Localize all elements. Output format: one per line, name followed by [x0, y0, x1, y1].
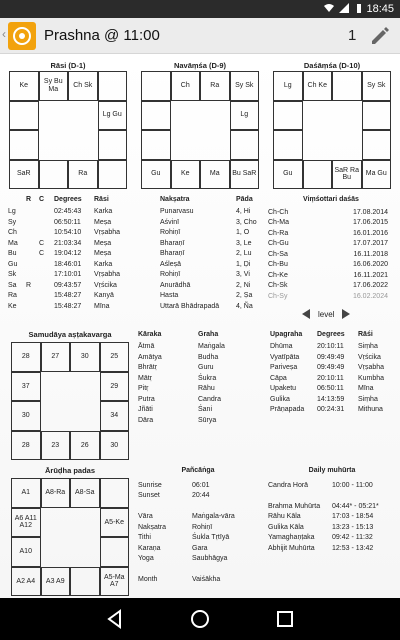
- planet-rasi: Vṛṣabha: [94, 229, 121, 236]
- upagraha-d: 20:10:11: [317, 374, 344, 382]
- planet-nak: Punarvasu: [160, 208, 194, 215]
- chart-house-cell[interactable]: Ma Gu: [362, 160, 392, 190]
- muhurta-k: Candra Horā: [268, 481, 309, 489]
- graha-header: Graha: [198, 331, 219, 338]
- planet-pada: 4, Hi: [236, 208, 251, 215]
- planet-pada: 1, O: [236, 229, 250, 236]
- panchanga-row: [138, 565, 258, 576]
- planet-pada: 3, Vi: [236, 271, 250, 278]
- dasa-date: 16.11.2021: [353, 271, 388, 279]
- panchanga-row: [138, 533, 258, 544]
- chart-house-cell[interactable]: [303, 160, 333, 190]
- samudaya-chart: [11, 342, 129, 460]
- chart-house-cell[interactable]: Ra: [200, 71, 230, 101]
- karaka-k: Pitṛ: [138, 385, 149, 392]
- panchanga-rows: [138, 481, 258, 586]
- page-title: Prashna @ 11:00: [44, 27, 160, 44]
- chart-title-navamsa: Navāṃśa (D-9): [173, 61, 227, 70]
- muhurta-k: Brahma Muhūrta: [268, 502, 321, 510]
- muhurta-row: [268, 481, 396, 492]
- chart-house-cell[interactable]: Ke: [171, 160, 201, 190]
- samudaya-cell: 34: [100, 401, 130, 431]
- planet-nak: Bharaṇī: [160, 239, 185, 247]
- planet-deg: 21:03:34: [54, 239, 82, 247]
- muhurta-row: [268, 533, 396, 544]
- chart-house-cell[interactable]: Gu: [141, 160, 171, 190]
- samudaya-cell: 28: [11, 342, 41, 372]
- chart-house-cell[interactable]: [9, 130, 39, 160]
- muhurta-k: Abhijit Muhūrta: [268, 544, 315, 552]
- upagraha-r: Mīna: [358, 385, 374, 392]
- planet-nak: Anurādhā: [160, 281, 191, 289]
- panchanga-v: Maṅgala-vāra: [192, 513, 235, 520]
- samudaya-cell: 30: [70, 342, 100, 372]
- muhurta-k: Rāhu Kāla: [268, 513, 301, 520]
- upagraha-degrees-header: Degrees: [317, 331, 345, 338]
- arudha-chart: [11, 478, 129, 596]
- karaka-g: Maṅgala: [198, 343, 225, 350]
- planet-p: Sy: [8, 218, 17, 226]
- arudha-cell: A5-Ma A7: [100, 567, 130, 597]
- planet-p: Sa: [8, 281, 17, 289]
- karaka-g: Guru: [198, 364, 214, 371]
- planet-deg: 15:48:27: [54, 302, 82, 310]
- dasa-name: Ch-Ke: [268, 271, 288, 279]
- chart-house-cell[interactable]: Sy Bu Ma: [39, 71, 69, 101]
- dasa-row[interactable]: [268, 292, 388, 303]
- pencil-edit-icon[interactable]: [368, 24, 392, 48]
- arudha-cell: A10: [11, 537, 41, 567]
- chart-house-cell[interactable]: Ra: [68, 160, 98, 190]
- status-bar: [0, 0, 400, 18]
- planet-nak: Bharaṇī: [160, 250, 185, 257]
- arudha-cell: A8-Ra: [41, 478, 71, 508]
- chart-house-cell[interactable]: [273, 130, 303, 160]
- dasa-row[interactable]: [268, 281, 388, 292]
- arudha-cell: A3 A9: [41, 567, 71, 597]
- planet-p: Ch: [8, 229, 17, 236]
- chart-house-cell[interactable]: SaR: [9, 160, 39, 190]
- dasa-rows[interactable]: [268, 208, 394, 303]
- planet-c: C: [39, 239, 45, 247]
- upagraha-d: 09:49:49: [317, 353, 345, 361]
- chart-house-cell[interactable]: Ch Sk: [68, 71, 98, 101]
- panchanga-v: 20:44: [192, 492, 210, 499]
- panchanga-row: [138, 554, 258, 565]
- planet-deg: 15:48:27: [54, 292, 82, 299]
- chart-house-cell[interactable]: [230, 130, 260, 160]
- dasa-title: Viṃśottari daśās: [303, 196, 359, 203]
- planet-p: Bu: [8, 250, 17, 257]
- level-previous-icon[interactable]: [300, 308, 312, 320]
- planet-deg: 10:54:10: [54, 229, 82, 236]
- back-chevron-icon[interactable]: ‹: [2, 27, 6, 41]
- dasa-name: Ch-Ch: [268, 208, 289, 216]
- panchanga-k: Month: [138, 576, 158, 583]
- dasa-date: 16.01.2016: [352, 229, 388, 237]
- chart-house-cell[interactable]: Sy Sk: [230, 71, 260, 101]
- planet-p: Sk: [8, 271, 17, 278]
- karaka-k: Ātmā: [138, 343, 155, 350]
- planet-rasi: Meṣa: [94, 239, 112, 247]
- planet-nak: Rohiṇī: [160, 271, 181, 278]
- chart-house-cell[interactable]: Ke: [9, 71, 39, 101]
- wifi-icon: [324, 3, 334, 13]
- panchanga-k: Sunset: [138, 492, 160, 499]
- planet-p: Lg: [8, 208, 16, 215]
- samudaya-cell: 29: [100, 372, 130, 402]
- planet-deg: 06:50:11: [54, 218, 81, 226]
- panchanga-title: Pañcāṅga: [181, 467, 215, 474]
- chart-house-cell[interactable]: Sy Sk: [362, 71, 392, 101]
- upagraha-d: 20:10:11: [317, 343, 344, 350]
- panchanga-v: Gara: [192, 544, 208, 552]
- chart-house-cell[interactable]: Gu: [273, 160, 303, 190]
- panchanga-k: Vāra: [138, 513, 153, 520]
- karaka-k: Dāra: [138, 416, 154, 424]
- planet-nak: Rohiṇī: [160, 229, 181, 236]
- samudaya-cell: 30: [11, 401, 41, 431]
- chart-house-cell[interactable]: [332, 71, 362, 101]
- samudaya-title: Samudāya aṣṭakavarga: [28, 330, 112, 339]
- samudaya-cell: 23: [41, 431, 71, 461]
- nav-recents-icon[interactable]: [274, 608, 296, 630]
- arudha-cell: [100, 478, 130, 508]
- muhurta-table: [268, 466, 396, 554]
- dasa-name: Ch-Gu: [268, 240, 289, 247]
- panchanga-row: [138, 512, 258, 523]
- panchanga-row: [138, 481, 258, 492]
- karaka-k: Jñāti: [138, 406, 153, 413]
- planet-deg: 18:46:01: [54, 260, 82, 268]
- chart-house-cell[interactable]: [141, 71, 171, 101]
- dasa-row[interactable]: [268, 239, 388, 250]
- panchanga-k: Yoga: [138, 555, 154, 562]
- chart-house-cell[interactable]: [362, 101, 392, 131]
- upagraha-u: Vyatīpāta: [270, 353, 300, 361]
- muhurta-v: 10:00 - 11:00: [332, 481, 373, 489]
- chart-house-cell[interactable]: [141, 101, 171, 131]
- planet-pada: 3, Cho: [236, 218, 257, 226]
- upagraha-d: 14:13:59: [317, 395, 345, 403]
- dasa-date: 17.07.2017: [352, 240, 388, 247]
- dasa-row[interactable]: [268, 260, 388, 271]
- planet-p: Gu: [8, 260, 18, 268]
- dasa-name: Ch-Sk: [268, 282, 288, 289]
- dasa-name: Ch-Ra: [268, 229, 289, 237]
- chart-house-cell[interactable]: [98, 130, 128, 160]
- muhurta-v: 04:44* - 05:21*: [332, 502, 379, 510]
- panchanga-table: [138, 466, 258, 586]
- panchanga-row: [138, 575, 258, 586]
- upagraha-u: Prāṇapada: [270, 406, 305, 413]
- upagraha-u: Cāpa: [270, 374, 287, 382]
- planet-rasi: Karka: [94, 208, 113, 215]
- dasa-row[interactable]: [268, 208, 388, 219]
- upagraha-u: Upaketu: [270, 385, 297, 392]
- upagraha-r: Vṛścika: [358, 353, 381, 361]
- upagraha-u: Dhūma: [270, 343, 293, 350]
- nav-home-icon[interactable]: [189, 608, 211, 630]
- panchanga-row: [138, 491, 258, 502]
- muhurta-row: [268, 512, 396, 523]
- panchanga-v: Śukla Tṛtīyā: [192, 534, 230, 541]
- samudaya-cell: 25: [100, 342, 130, 372]
- planet-nak: Uttarā Bhādrapadā: [160, 302, 220, 310]
- arudha-cell: [100, 537, 130, 567]
- panchanga-row: [138, 502, 258, 513]
- upagraha-d: 06:50:11: [317, 385, 344, 392]
- nav-back-icon[interactable]: [104, 608, 126, 630]
- karaka-k: Putra: [138, 395, 155, 403]
- panchanga-k: Karaṇa: [138, 544, 161, 552]
- muhurta-row: [268, 544, 396, 555]
- chart-house-cell[interactable]: [141, 130, 171, 160]
- samudaya-cell: 26: [70, 431, 100, 461]
- chart-house-cell[interactable]: Ch Ke: [303, 71, 333, 101]
- battery-icon: [354, 3, 364, 13]
- chart-house-cell[interactable]: [9, 101, 39, 131]
- chart-title-dasamsa: Daśāṃśa (D-10): [303, 61, 361, 70]
- planet-deg: 02:45:43: [54, 208, 82, 215]
- planet-deg: 17:10:01: [54, 271, 82, 278]
- muhurta-rows: [268, 481, 396, 555]
- level-next-icon[interactable]: [340, 308, 352, 320]
- planet-p: Ra: [8, 292, 17, 299]
- planet-rasi: Mīna: [94, 302, 110, 310]
- dasa-row[interactable]: [268, 250, 388, 261]
- muhurta-v: 17:03 - 18:54: [332, 513, 374, 520]
- panchanga-row: [138, 544, 258, 555]
- muhurta-row: [268, 491, 396, 502]
- col-header-pada: Pāda: [236, 196, 253, 203]
- content-area: [0, 54, 400, 598]
- arudha-cell: A1: [11, 478, 41, 508]
- app-logo-icon[interactable]: [8, 22, 36, 50]
- upagraha-d: 00:24:31: [317, 406, 345, 413]
- dasa-date: 16.02.2024: [352, 292, 388, 300]
- muhurta-row: [268, 523, 396, 534]
- planet-nak: Hasta: [160, 292, 179, 299]
- upagraha-r: Kumbha: [358, 374, 385, 382]
- planet-pada: 4, Ña: [236, 302, 253, 310]
- chart-house-cell[interactable]: [98, 160, 128, 190]
- chart-house-cell[interactable]: [39, 160, 69, 190]
- level-control: [300, 308, 352, 320]
- chart-house-cell[interactable]: Ch: [171, 71, 201, 101]
- planet-p: Ke: [8, 302, 17, 310]
- muhurta-row: [268, 502, 396, 513]
- chart-title-rasi: Rāsi (D-1): [50, 61, 86, 70]
- arudha-cell: A6 A11 A12: [11, 508, 41, 538]
- muhurta-v: 13:23 - 15:13: [332, 523, 374, 531]
- dasa-date: 17.08.2014: [352, 208, 388, 216]
- chart-house-cell[interactable]: [362, 130, 392, 160]
- upagraha-r: Vṛṣabha: [358, 364, 385, 371]
- app-bar: [0, 18, 400, 54]
- arudha-title: Ārūḍha padas: [44, 466, 95, 475]
- planet-rasi: Meṣa: [94, 250, 112, 257]
- planet-rasi: Kanyā: [94, 292, 114, 299]
- level-label: level: [318, 309, 335, 319]
- karaka-header: Kāraka: [138, 331, 162, 338]
- upagraha-r: Mithuna: [358, 406, 383, 413]
- dasamsa-chart[interactable]: [273, 71, 391, 189]
- chart-house-cell[interactable]: Ma: [200, 160, 230, 190]
- karaka-k: Bhrātṛ: [138, 364, 158, 371]
- dasa-name: Ch-Sa: [268, 250, 288, 258]
- signal-icon: [339, 3, 349, 13]
- muhurta-v: 09:42 - 11:32: [332, 534, 373, 541]
- chart-house-cell[interactable]: Lg: [273, 71, 303, 101]
- muhurta-title: Daily muhūrta: [308, 467, 356, 474]
- planet-nak: Aśvinī: [160, 218, 180, 226]
- upagraha-d: 09:49:49: [317, 364, 345, 371]
- karaka-g: Candra: [198, 395, 221, 403]
- planet-rasi: Karka: [94, 260, 113, 268]
- karaka-g: Śukra: [198, 374, 217, 382]
- dasa-table: [268, 195, 394, 302]
- planet-pada: 2, Ni: [236, 281, 251, 289]
- arudha-cell: [70, 567, 100, 597]
- arudha-cell: A2 A4: [11, 567, 41, 597]
- karaka-g: Rāhu: [198, 385, 215, 392]
- karaka-g: Sūrya: [198, 416, 217, 424]
- planet-deg: 19:04:12: [54, 250, 82, 257]
- dasa-name: Ch-Sy: [268, 292, 288, 300]
- chart-house-cell[interactable]: Bu SaR: [230, 160, 260, 190]
- panchanga-row: [138, 523, 258, 534]
- col-header-r: R: [26, 196, 32, 203]
- panchanga-v: 06:01: [192, 481, 210, 489]
- muhurta-k: Yamaghaṇṭaka: [268, 534, 315, 541]
- planet-deg: 09:43:57: [54, 281, 82, 289]
- panchanga-v: Saubhāgya: [192, 555, 228, 562]
- planet-nak: Aśleṣā: [160, 260, 182, 268]
- arudha-cell: A8-Sa: [70, 478, 100, 508]
- col-header-nakshatra: Nakṣatra: [160, 196, 190, 203]
- planet-pada: 1, Ḍi: [236, 260, 251, 268]
- panchanga-v: Rohiṇī: [192, 523, 213, 531]
- planet-rasi: Vṛṣabha: [94, 271, 121, 278]
- planet-r: R: [26, 281, 32, 289]
- panchanga-k: Sunrise: [138, 481, 162, 489]
- chart-house-cell[interactable]: Lg: [230, 101, 260, 131]
- upagraha-r: Siṃha: [358, 395, 378, 403]
- dasa-name: Ch-Ma: [268, 219, 290, 226]
- muhurta-v: 12:53 - 13:42: [332, 544, 374, 552]
- chart-house-cell[interactable]: [98, 71, 128, 101]
- chart-count: 1: [348, 27, 357, 44]
- planet-pada: 3, Le: [236, 239, 252, 247]
- chart-house-cell[interactable]: SaR Ra Bu: [332, 160, 362, 190]
- dasa-date: 16.11.2018: [353, 250, 388, 258]
- panchanga-k: Nakṣatra: [138, 523, 167, 531]
- dasa-row[interactable]: [268, 218, 388, 229]
- chart-house-cell[interactable]: Lg Gu: [98, 101, 128, 131]
- dasa-date: 16.06.2020: [352, 261, 388, 268]
- planet-p: Ma: [8, 239, 18, 247]
- planet-pada: 2, Lu: [236, 250, 252, 257]
- planet-rasi: Vṛścika: [94, 281, 117, 289]
- navamsa-chart[interactable]: [141, 71, 259, 189]
- navigation-bar: [0, 598, 400, 640]
- panchanga-v: Vaiśākha: [192, 576, 221, 583]
- dasa-date: 17.06.2022: [352, 282, 388, 289]
- samudaya-cell: 30: [100, 431, 130, 461]
- panchanga-k: Tithi: [138, 534, 151, 541]
- upagraha-u: Gulika: [270, 395, 290, 403]
- dasa-row[interactable]: [268, 271, 388, 282]
- dasa-date: 17.06.2015: [352, 219, 388, 226]
- col-header-degrees: Degrees: [54, 196, 82, 203]
- planet-pada: 2, Ṣa: [236, 292, 253, 299]
- upagraha-header: Upagraha: [270, 331, 303, 338]
- karaka-k: Amātya: [138, 353, 162, 361]
- rasi-chart[interactable]: [9, 71, 127, 189]
- arudha-cell: A5-Ke: [100, 508, 130, 538]
- chart-house-cell[interactable]: [273, 101, 303, 131]
- karaka-g: Śani: [198, 406, 213, 413]
- col-header-c: C: [39, 196, 45, 203]
- dasa-name: Ch-Bu: [268, 261, 288, 268]
- planet-c: C: [39, 250, 45, 257]
- upagraha-rasi-header: Rāśi: [358, 331, 373, 338]
- col-header-rasi: Rāsi: [94, 196, 109, 203]
- planet-rasi: Meṣa: [94, 218, 112, 226]
- upagraha-u: Pariveṣa: [270, 364, 298, 371]
- muhurta-k: Gulika Kāla: [268, 523, 304, 531]
- upagraha-r: Siṃha: [358, 343, 378, 350]
- samudaya-cell: 28: [11, 431, 41, 461]
- karaka-k: Mātṛ: [138, 374, 152, 382]
- samudaya-cell: 37: [11, 372, 41, 402]
- status-time: 18:45: [366, 3, 394, 15]
- karaka-g: Budha: [198, 353, 219, 361]
- samudaya-cell: 27: [41, 342, 71, 372]
- dasa-row[interactable]: [268, 229, 388, 240]
